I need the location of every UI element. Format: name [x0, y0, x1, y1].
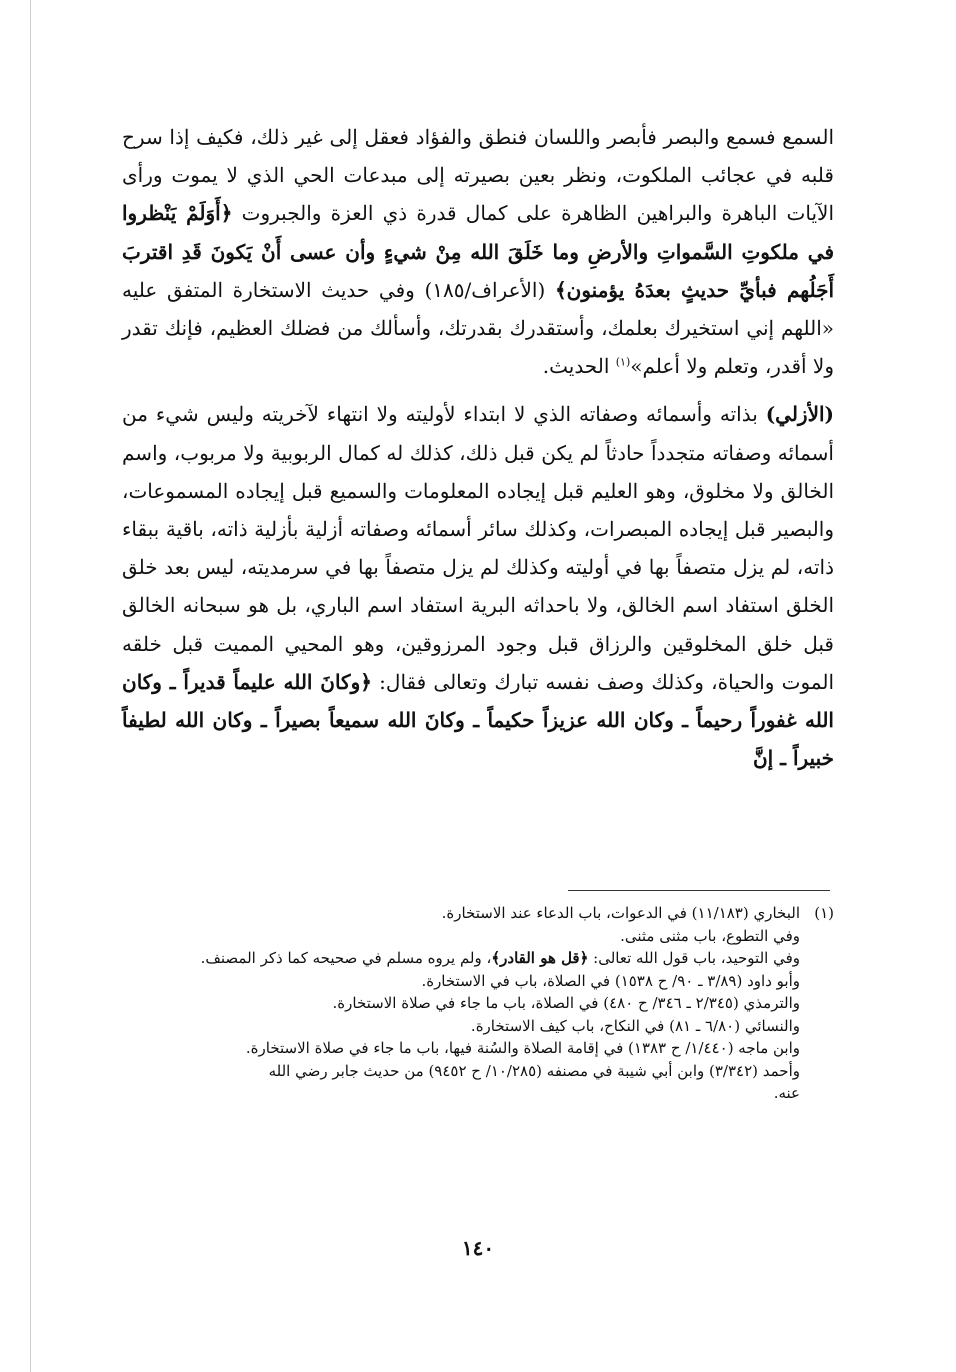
- footnotes: [122, 902, 834, 1105]
- footnote-text: ، ولم يروه مسلم في صحيحه كما ذكر: [260, 949, 492, 967]
- text-line: سرح قلبه في عجائب الملكوت، ونظر بعين بصيرته إلى مبدعات الحي الذي لا: [122, 125, 834, 188]
- footnote-line: وأبو داود (٣/٨٩ ـ ٩٠/ ح ١٥٣٨) في الصلاة، باب في الاستخارة.: [421, 971, 800, 990]
- text-line: الحديث.: [542, 354, 610, 379]
- footnote-line: عنه.: [773, 1084, 800, 1102]
- text-line: السمع فسمع والبصر فأبصر واللسان فنطق والفؤاد فعقل إلى غير ذلك، فكيف إذا: [169, 125, 835, 149]
- main-text: [122, 118, 834, 777]
- footnote-text: المصنف.: [200, 949, 256, 967]
- quran-verse: ﴿وكانَ الله عليماً قديراً ـ وكان الله غفوراً رحيماً ـ وكان الله عزيزاً حكيماً ـ وكانَ الله سميعاً بصيراً ـ وكان الله لطيفاً خبيراً ـ إنَّ: [122, 669, 834, 771]
- footnote-line: وفي التطوع، باب مثنى مثنى.: [620, 926, 800, 945]
- footnote-line: [122, 947, 834, 970]
- footnote-line: وابن ماجه (١/٤٤٠/ ح ١٣٨٣) في إقامة الصلاة والسُنة فيها، باب ما جاء في صلاة الاستخارة.: [245, 1039, 800, 1057]
- defined-term: (الأزلي): [765, 402, 834, 427]
- footnote-text: البخاري (١١/١٨٣) في الدعوات، باب الدعاء عند الاستخارة.: [441, 904, 800, 922]
- text-line: يموت ورأى الآيات الباهرة والبراهين الظاهرة على كمال قدرة ذي العزة والجبروت: [122, 163, 835, 226]
- footnote-divider: [568, 890, 830, 891]
- verse-reference: (الأعراف/١٨٥) وفي حديث: [321, 277, 546, 302]
- footnote-quran: ﴿قل هو القادر﴾: [491, 949, 589, 967]
- footnote-line: وأحمد (٣/٣٤٢) وابن أبي شيبة في مصنفه (١٠/٢٨٥/ ح ٩٤٥٢) من حديث جابر رضي الله: [268, 1061, 800, 1080]
- footnote-text: وفي التوحيد، باب قول الله تعالى:: [593, 949, 800, 967]
- page-number: ١٤٠: [461, 1236, 495, 1260]
- paragraph-text: بذاته وأسمائه وصفاته الذي لا ابتداء لأوليته ولا انتهاء لآخريته وليس شيء من أسمائه وصفاته متجدداً حادثاً لم يكن قبل ذلك، كذلك له كمال الربوبية ولا مربوب، واسم الخالق ولا مخلوق، وهو العليم قبل إيجاده المعلومات والسميع قبل إيجاده المسموعات، والبصير قبل إيجاده المبصرات، وكذلك سائر أسمائه وصفاته أزلية بأزلية ذاته، باقية ببقاء ذاته، لم يزل متصفاً بها في أوليته وكذلك لم يزل متصفاً بها في سرمديته، ليس بعد خلق الخلق استفاد اسم الخالق، ولا باحداثه البرية استفاد اسم الباري، بل هو سبحانه الخالق قبل خلق المخلوقين والرزاق قبل وجود المرزوقين، وهو المحيي المميت قبل خلقه الموت والحياة، وكذلك وصف نفسه تبارك وتعالى فقال:: [122, 402, 835, 694]
- paragraph-2: [122, 395, 834, 777]
- footnote-line: والترمذي (٢/٣٤٥ ـ ٣٤٦/ ح ٤٨٠) في الصلاة، باب ما جاء في صلاة الاستخارة.: [332, 994, 800, 1012]
- text-line: وأسألك من فضلك العظيم، فإنك تقدر ولا أقدر، وتعلم ولا أعلم»: [122, 316, 834, 379]
- footnote-reference: (١): [615, 355, 631, 369]
- footnote-line: [122, 902, 834, 925]
- paragraph-1: [122, 118, 834, 385]
- text-line: الاستخارة المتفق عليه «اللهم إني استخيرك بعلمك، وأستقدرك بقدرتك،: [122, 277, 834, 341]
- footnote-number: (١): [814, 904, 834, 922]
- quran-verse: ﴿أَوَلَمْ يَنْظروا في ملكوتِ السَّمواتِ والأرضِ وما خَلَقَ الله مِنْ شيءٍ وأن عسى أَنْ يَكونَ قَدِ اقتربَ أَجَلُهم فبأيِّ حديثٍ بعدَهُ يؤمنون﴾: [122, 201, 835, 302]
- page-edge-line: [30, 0, 31, 1372]
- footnote-line: والنسائي (٦/٨٠ ـ ٨١) في النكاح، باب كيف الاستخارة.: [470, 1016, 800, 1035]
